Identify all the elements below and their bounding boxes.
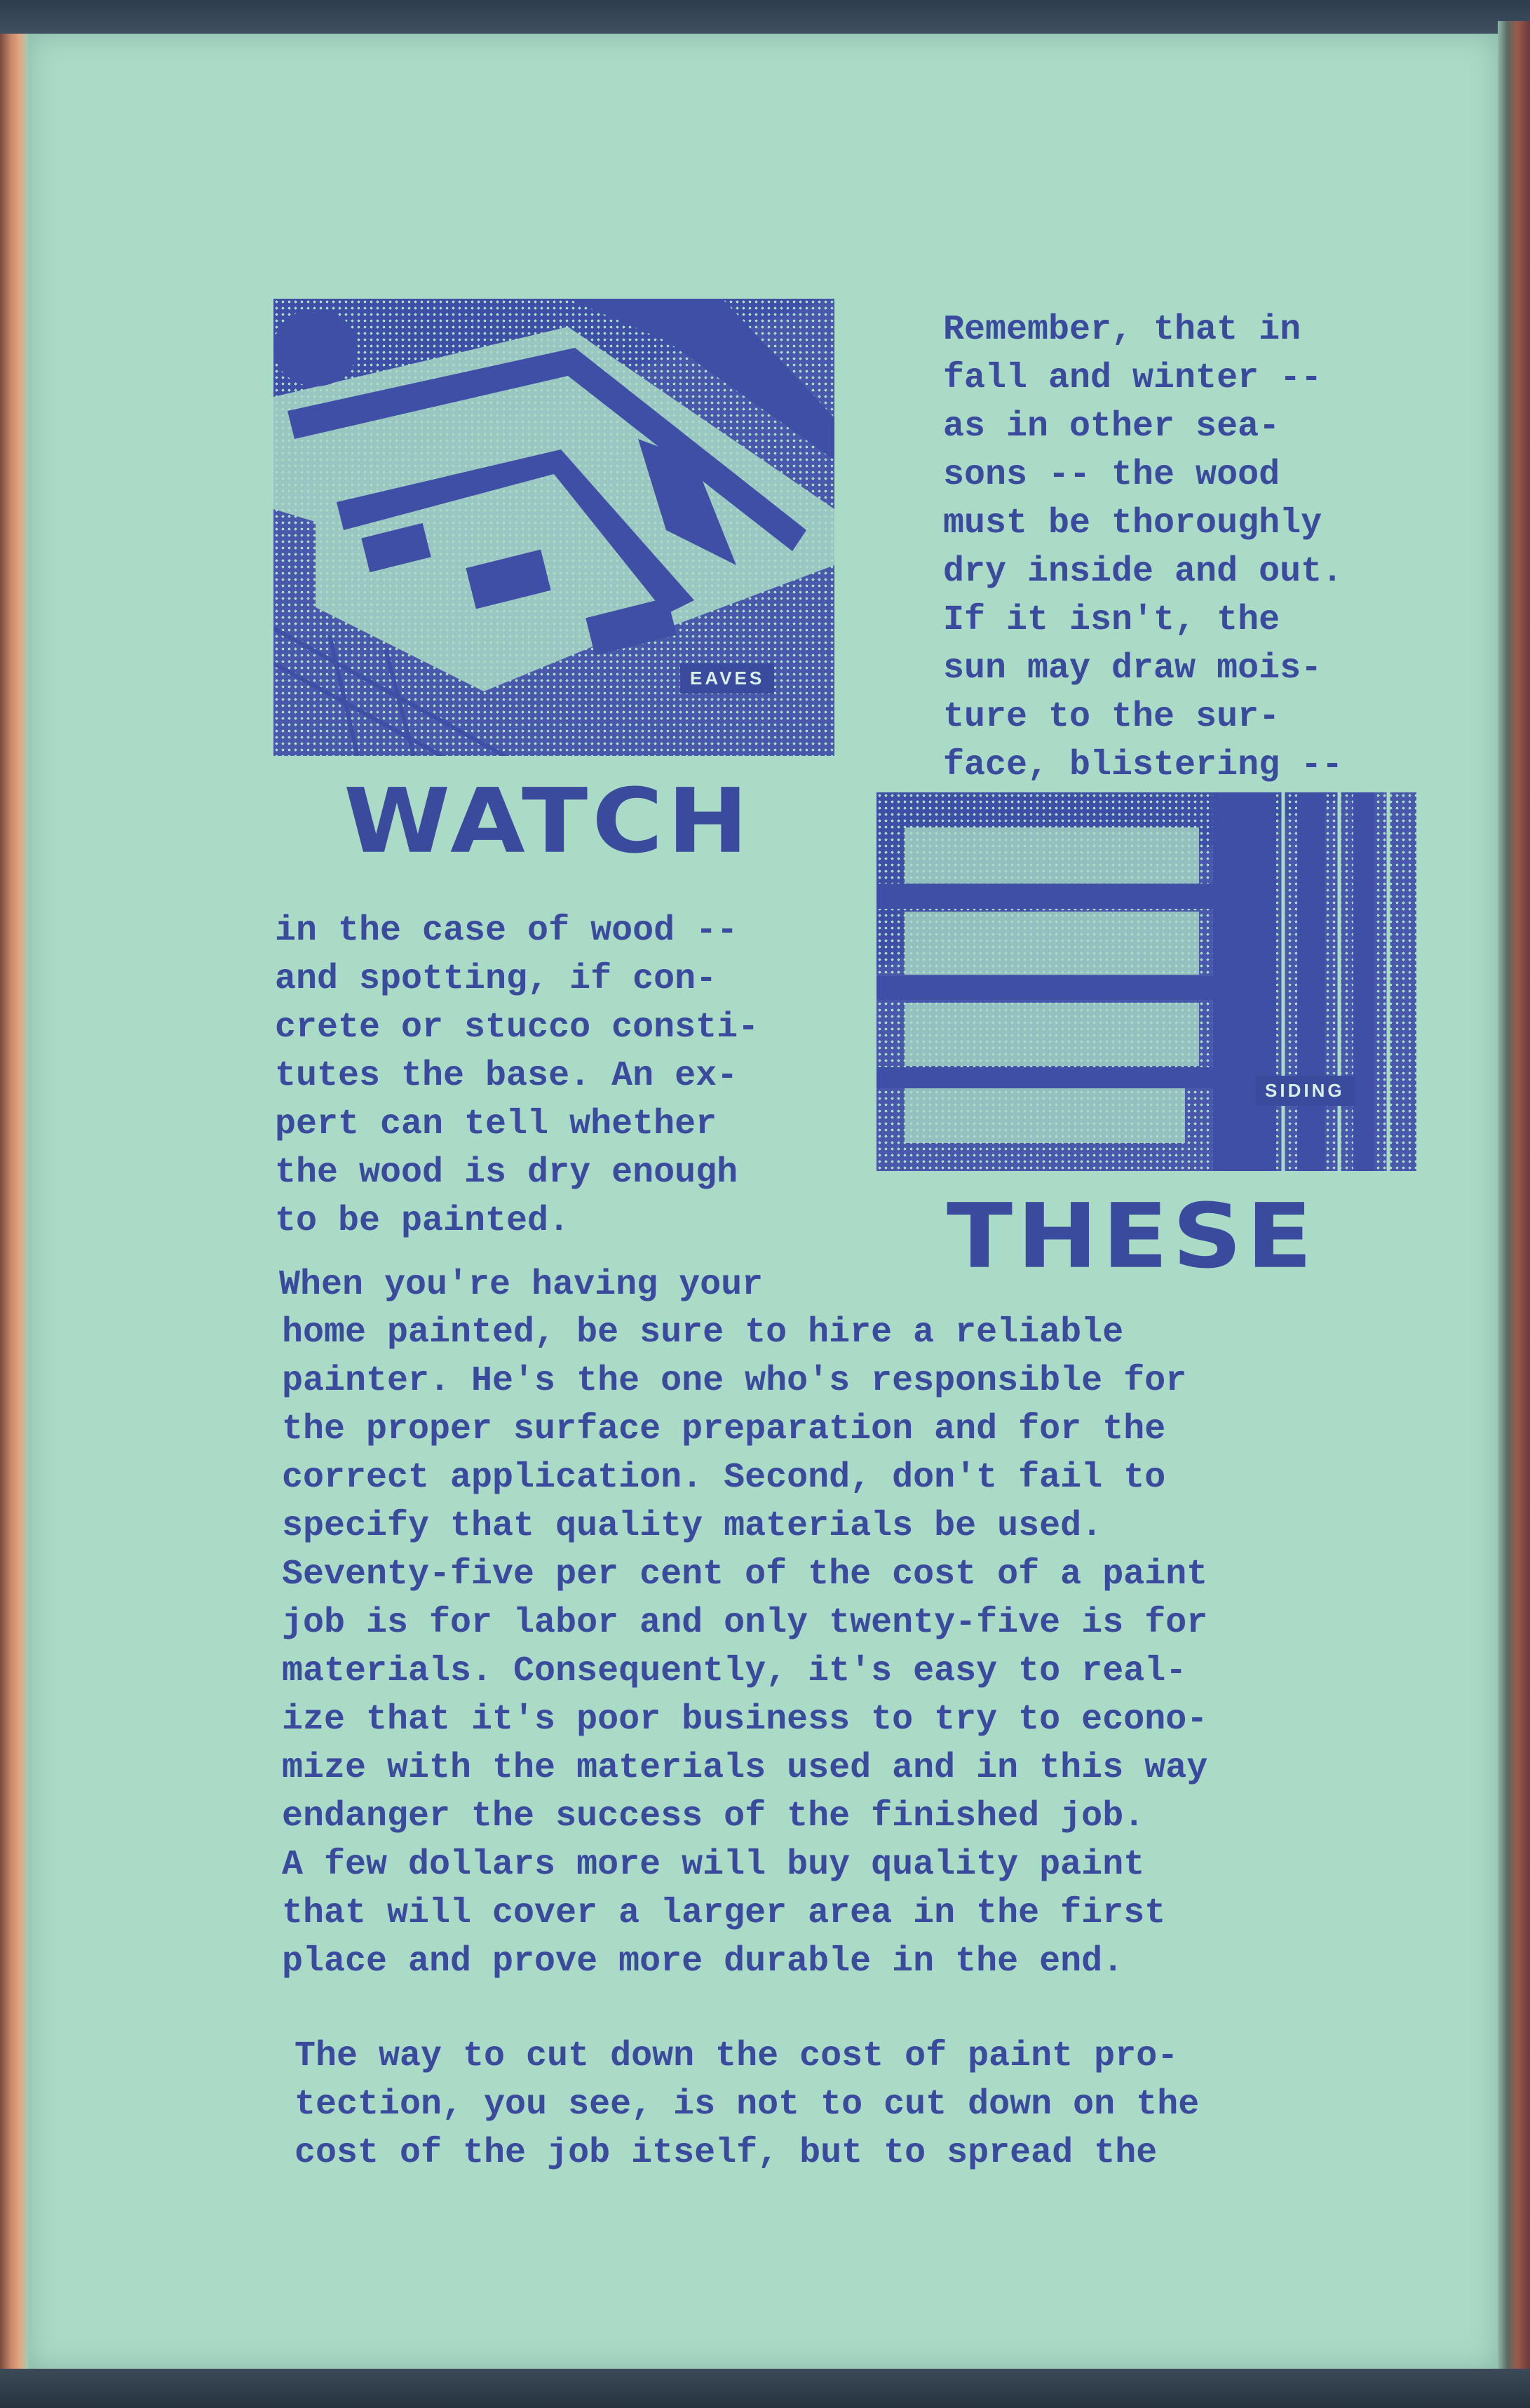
eaves-label: EAVES	[680, 663, 774, 694]
eaves-photo	[273, 299, 834, 756]
headline-these: THESE	[947, 1184, 1317, 1289]
siding-label: SIDING	[1255, 1076, 1355, 1106]
book-page	[28, 34, 1498, 2369]
book-cover-top	[0, 0, 1530, 34]
book-spine-right-edge	[1498, 21, 1530, 2377]
body-first-line: When you're having your	[279, 1265, 764, 1305]
column-remember: Remember, that in fall and winter -- as in other sea- sons -- the wood must be thoroughly dry inside and out. If it isn't, the sun may draw mois- ture to the sur- face, blistering --	[943, 310, 1343, 785]
siding-illustration	[876, 792, 1416, 1171]
page-stack-left-edge	[0, 34, 28, 2369]
body-paragraph-1: home painted, be sure to hire a reliable painter. He's the one who's responsible for the proper surface preparation and for the correct application. Second, don't fail to specify that quality materials be used. Seventy-five per cent of the cost of a paint job is for labor and only twenty-five is for materials. Consequently, it's easy to real- ize that it's poor business to try to econo- mize with the materials used and in this way endanger the success of the finished job. A few dollars more will buy quality paint that will cover a larger area in the first place and prove more durable in the end.	[282, 1313, 1208, 1982]
body-paragraph-2: The way to cut down the cost of paint pro- tection, you see, is not to cut down on the cost of the job itself, but to spread the	[295, 2036, 1200, 2173]
siding-photo	[876, 792, 1416, 1171]
book-cover-bottom	[0, 2369, 1530, 2408]
column-case-of-wood: in the case of wood -- and spotting, if con- crete or stucco consti- tutes the base. An ex- pert can tell whether the wood is dry enough to be painted.	[275, 911, 759, 1241]
headline-watch: WATCH	[344, 769, 753, 874]
